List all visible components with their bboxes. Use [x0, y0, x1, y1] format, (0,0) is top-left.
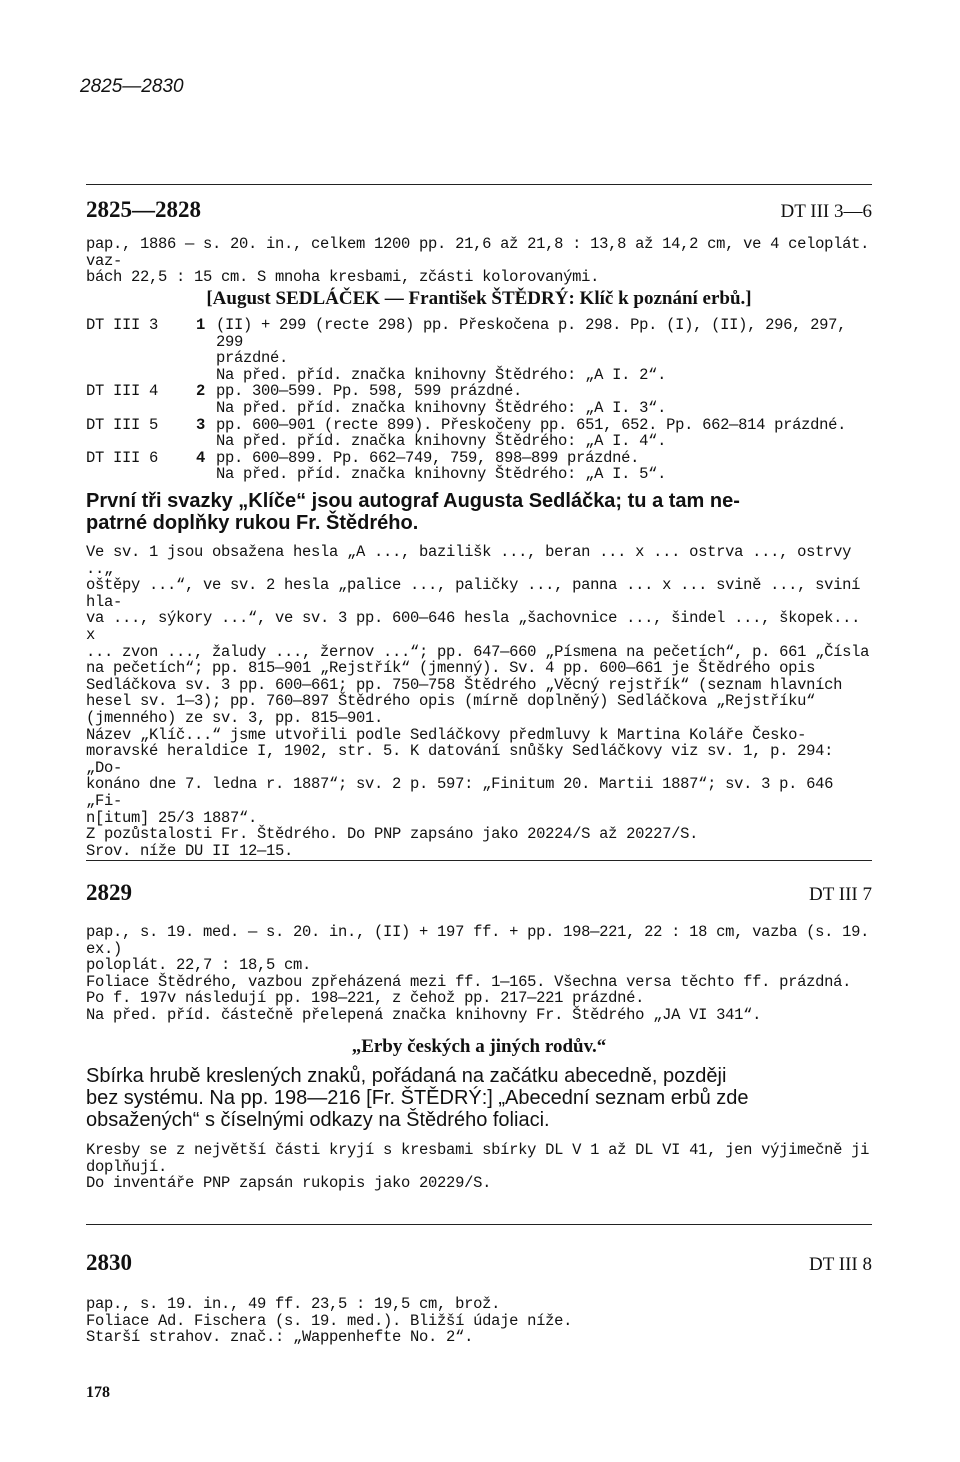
- entry-divider: [86, 1224, 872, 1225]
- note-line: Sedláčkova sv. 3 pp. 600—661; pp. 750—758 Štědrého „Věcný rejstřík“ (seznam hlavních: [86, 675, 843, 694]
- entry-divider: [86, 860, 872, 861]
- volume-signature: DT III 4: [86, 382, 159, 401]
- volume-line: (II) + 299 (recte 298) pp. Přeskočena p. 298. Pp. (I), (II), 296, 297, 299: [216, 316, 847, 351]
- volume-line: pp. 300—599. Pp. 598, 599 prázdné.: [216, 382, 523, 401]
- volume-line: prázdné.: [216, 349, 289, 368]
- note-line: ... zvon ..., žaludy ..., žernov ...“; pp. 647—660 „Písmena na pečetích“, p. 661 „Čísla: [86, 642, 870, 661]
- lead-line: obsažených“ s číselnými odkazy na Štědrého foliaci.: [86, 1109, 550, 1131]
- note-line: Z pozůstalosti Fr. Štědrého. Do PNP zapsáno jako 20224/S až 20227/S.: [86, 825, 699, 844]
- volume-item: [86, 450, 872, 483]
- volume-line: Na před. příd. značka knihovny Štědrého: „A I. 3“.: [216, 398, 667, 417]
- entry-header: [86, 1250, 872, 1276]
- entry-lead: [86, 1065, 872, 1131]
- volume-signature: DT III 3: [86, 316, 159, 334]
- note-line: n[itum] 25/3 1887“.: [86, 808, 258, 827]
- note-line: Kresby se z největší části kryjí s kresbami sbírky DL V 1 až DL VI 41, jen výjimečně ji: [86, 1141, 870, 1159]
- entry-description: [86, 236, 872, 286]
- note-line: hesel sv. 1—3); pp. 760—897 Štědrého opis (mírně doplněný) Sedláčkova „Rejstříku“: [86, 692, 816, 711]
- volume-number: 2: [196, 382, 206, 401]
- volume-signature: DT III 5: [86, 415, 159, 434]
- lead-line: patrné doplňky rukou Fr. Štědrého.: [86, 512, 419, 534]
- entry-description: [86, 924, 872, 1024]
- note-line: Ve sv. 1 jsou obsažena hesla „A ..., bazilišk ..., beran ... x ... ostrva ..., ostrvy ..„: [86, 543, 852, 578]
- desc-line: pap., s. 19. in., 49 ff. 23,5 : 19,5 cm, brož.: [86, 1295, 501, 1313]
- entry-number: 2825—2828: [86, 197, 201, 222]
- volume-item: [86, 417, 872, 450]
- desc-line: bách 22,5 : 15 cm. S mnoha kresbami, zčásti kolorovanými.: [86, 268, 600, 287]
- desc-line: pap., 1886 — s. 20. in., celkem 1200 pp. 21,6 až 21,8 : 13,8 až 14,2 cm, ve 4 celoplát. vaz-: [86, 235, 870, 270]
- entry-signature: DT III 8: [809, 1254, 872, 1275]
- volume-line: Na před. příd. značka knihovny Štědrého: „A I. 4“.: [216, 432, 667, 451]
- entry-description: [86, 1296, 872, 1346]
- volume-number: 1: [196, 316, 206, 334]
- entry-notes: [86, 1142, 872, 1192]
- entry-title: [August SEDLÁČEK — František ŠTĚDRÝ: Klíč k poznání erbů.]: [206, 288, 752, 309]
- entry-signature: DT III 7: [809, 884, 872, 905]
- note-line: konáno dne 7. ledna r. 1887“; sv. 2 p. 597: „Finitum 20. Martii 1887“; sv. 3 p. 646 „Fi-: [86, 775, 834, 810]
- volume-line: pp. 600—899. Pp. 662—749, 759, 898—899 prázdné.: [216, 448, 640, 467]
- note-line: moravské heraldice I, 1902, str. 5. K datování snůšky Sedláčkovy viz sv. 1, p. 294: „Do-: [86, 742, 834, 777]
- volume-line: Na před. příd. značka knihovny Štědrého: „A I. 5“.: [216, 465, 667, 484]
- lead-line: Sbírka hrubě kreslených znaků, pořádaná na začátku abecedně, později: [86, 1065, 727, 1087]
- entry-divider: [86, 184, 872, 185]
- volume-number: 4: [196, 448, 206, 467]
- note-line: na pečetích“; pp. 815—901 „Rejstřík“ (jmenný). Sv. 4 pp. 600—661 je Štědrého opis: [86, 659, 816, 678]
- desc-line: pap., s. 19. med. — s. 20. in., (II) + 197 ff. + pp. 198—221, 22 : 18 cm, vazba (s. 19. ex.): [86, 923, 870, 958]
- note-line: Srov. níže DU II 12—15.: [86, 841, 294, 860]
- note-line: (jmenného) ze sv. 3, pp. 815—901.: [86, 708, 384, 727]
- entry-number: 2829: [86, 880, 132, 905]
- desc-line: Starší strahov. znač.: „Wappenhefte No. 2“.: [86, 1328, 474, 1347]
- entry-notes: [86, 544, 872, 859]
- entry-signature: DT III 3—6: [780, 201, 872, 222]
- volume-number: 3: [196, 415, 206, 434]
- lead-line: První tři svazky „Klíče“ jsou autograf Augusta Sedláčka; tu a tam ne-: [86, 490, 740, 512]
- entry-title: „Erby českých a jiných rodův.“: [351, 1036, 607, 1057]
- desc-line: poloplát. 22,7 : 18,5 cm.: [86, 956, 312, 975]
- volume-item: [86, 317, 872, 383]
- note-line: Název „Klíč...“ jsme utvořili podle Sedláčkovy předmluvy k Martina Koláře Česko-: [86, 725, 807, 744]
- volume-list: [86, 317, 872, 483]
- desc-line: Foliace Štědrého, vazbou zpřeházená mezi ff. 1—165. Všechna versa těchto ff. prázdná.: [86, 972, 852, 991]
- note-line: doplňují.: [86, 1157, 168, 1176]
- note-line: oštěpy ...“, ve sv. 2 hesla „palice ..., paličky ..., panna ... x ... svině ..., sviní hla-: [86, 576, 861, 611]
- volume-signature: DT III 6: [86, 448, 159, 467]
- lead-line: bez systému. Na pp. 198—216 [Fr. ŠTĚDRÝ:] „Abecední seznam erbů zde: [86, 1087, 749, 1109]
- desc-line: Na před. příd. částečně přelepená značka knihovny Fr. Štědrého „JA VI 341“.: [86, 1005, 762, 1024]
- entry-lead: [86, 490, 872, 534]
- note-line: va ..., sýkory ...“, ve sv. 3 pp. 600—646 hesla „šachovnice ..., šindel ..., škopek... x: [86, 609, 861, 644]
- desc-line: Po f. 197v následují pp. 198—221, z čehož pp. 217—221 prázdné.: [86, 989, 645, 1008]
- volume-line: Na před. příd. značka knihovny Štědrého: „A I. 2“.: [216, 365, 667, 384]
- volume-line: pp. 600—901 (recte 899). Přeskočeny pp. 651, 652. Pp. 662—814 prázdné.: [216, 415, 847, 434]
- desc-line: Foliace Ad. Fischera (s. 19. med.). Bližší údaje níže.: [86, 1311, 573, 1330]
- note-line: Do inventáře PNP zapsán rukopis jako 20229/S.: [86, 1174, 492, 1193]
- page-number: 178: [86, 1384, 110, 1401]
- volume-item: [86, 383, 872, 416]
- running-head: 2825—2830: [80, 76, 184, 97]
- entry-header: [86, 880, 872, 906]
- entry-number: 2830: [86, 1250, 132, 1275]
- entry-header: [86, 197, 872, 223]
